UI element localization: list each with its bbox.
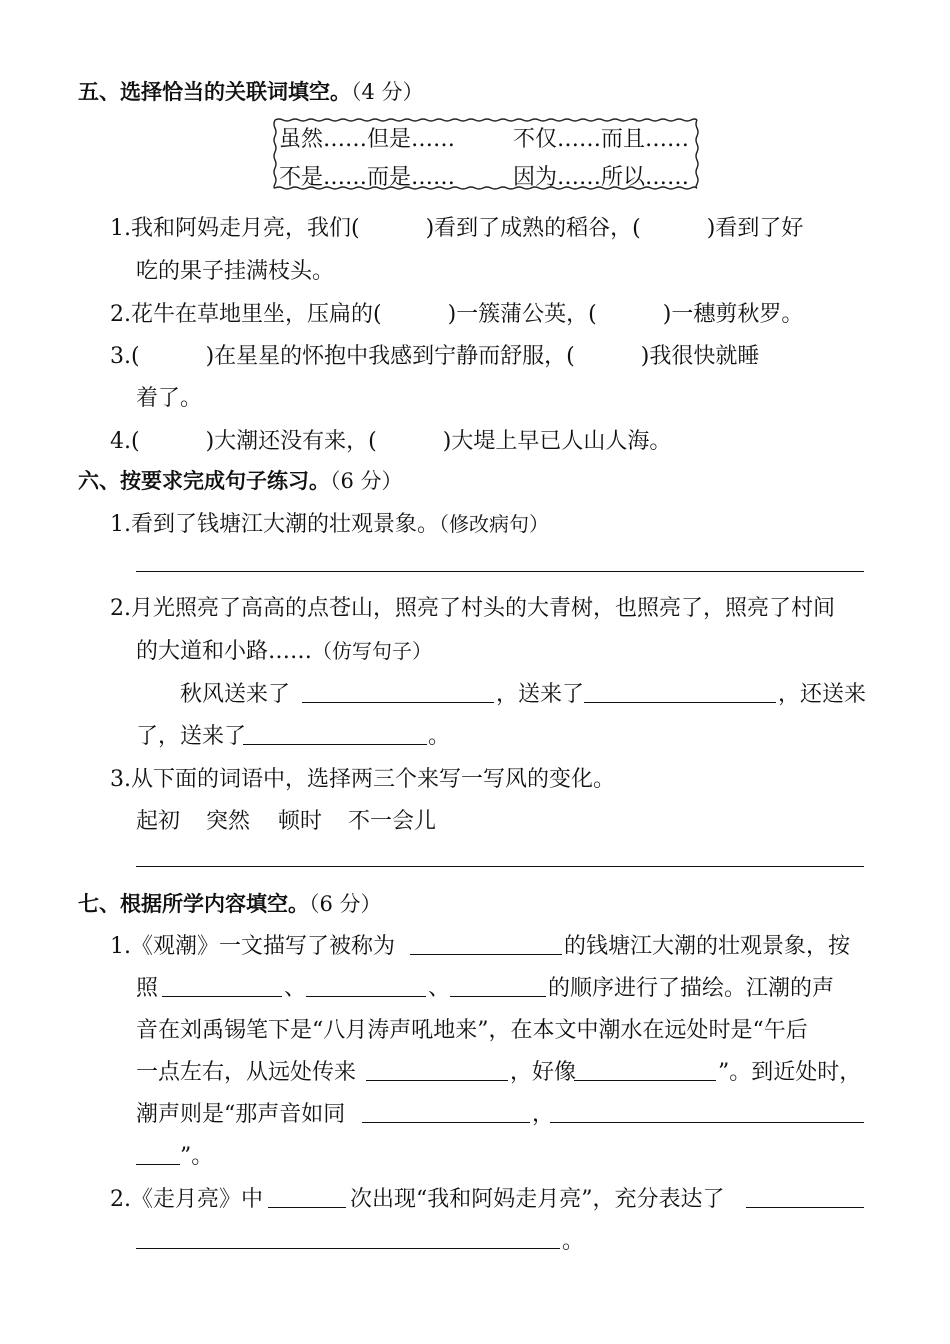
text: 2.花牛在草地里坐，压扁的( (110, 302, 382, 327)
q5-3-line2: 着了。 (136, 386, 203, 411)
q7-1-text: 一点左右，从远处传来 (136, 1060, 357, 1085)
text: )在星星的怀抱中我感到宁静而舒服，( (205, 344, 575, 369)
text: 1.看到了钱塘江大潮的壮观景象。 (110, 512, 439, 537)
q6-2-text: ，送来了 (496, 682, 585, 707)
q7-2-text: 次出现“我和阿妈走月亮”，充分表达了 (350, 1187, 725, 1212)
text: )看到了好 (706, 216, 804, 241)
answer-blank[interactable] (746, 1207, 864, 1208)
section-6-points: （6 分） (330, 469, 403, 493)
answer-blank[interactable] (410, 954, 562, 955)
word-option: 不一会儿 (348, 809, 437, 834)
q7-1-text: 照 (136, 976, 159, 1001)
text: （修改病句） (439, 512, 549, 536)
section-5-heading (78, 76, 424, 106)
q7-1-text: 的钱塘江大潮的壮观景象，按 (564, 934, 851, 959)
answer-blank[interactable] (136, 1164, 180, 1165)
section-7-points: （6 分） (309, 892, 382, 916)
text: )一穗剪秋罗。 (662, 302, 804, 327)
answer-blank[interactable] (450, 996, 546, 997)
q6-2-text: ，还送来 (778, 682, 867, 707)
text: （仿写句子） (312, 639, 433, 663)
q7-1-text: ， (532, 1102, 555, 1127)
text: )大潮还没有来，( (205, 429, 377, 454)
text: 的大道和小路…… (136, 639, 313, 664)
answer-blank[interactable] (268, 1207, 346, 1208)
box-word-3: 不是……而是…… (279, 165, 456, 190)
q6-2-text: 秋风送来了 (180, 682, 291, 707)
section-6-heading (78, 465, 403, 495)
answer-blank[interactable] (584, 702, 776, 703)
answer-blank[interactable] (550, 1122, 864, 1123)
q5-4 (110, 424, 671, 455)
box-word-2: 不仅……而且…… (513, 127, 690, 152)
section-5-title: 五、选择恰当的关联词填空。 (78, 80, 351, 104)
q5-1-line2: 吃的果子挂满枝头。 (136, 259, 335, 284)
word-option: 起初 (136, 809, 181, 834)
q6-1 (110, 507, 549, 538)
answer-blank[interactable] (162, 996, 282, 997)
word-option: 顿时 (278, 809, 323, 834)
box-word-4: 因为……所以…… (513, 165, 690, 190)
q7-1-text: 音在刘禹锡笔下是“八月涛声吼地来”，在本文中潮水在远处时是“午后 (136, 1018, 808, 1043)
answer-blank[interactable] (243, 744, 427, 745)
word-option: 突然 (206, 809, 251, 834)
text: )我很快就睡 (640, 344, 760, 369)
text: )看到了成熟的稻谷，( (425, 216, 641, 241)
text: 3.( (110, 344, 140, 369)
q7-1-text: 1.《观潮》一文描写了被称为 (110, 934, 395, 959)
q7-2-text: 2.《走月亮》中 (110, 1187, 263, 1212)
q7-1-text: ，好像 (510, 1060, 577, 1085)
q7-1-text: 潮声则是“那声音如同 (136, 1102, 346, 1127)
q6-2-text: 。 (428, 724, 451, 749)
q7-2-text: 。 (562, 1229, 585, 1254)
q6-3: 3.从下面的词语中，选择两三个来写一写风的变化。 (110, 767, 615, 792)
answer-blank[interactable] (302, 702, 494, 703)
answer-line-6-1[interactable] (136, 571, 864, 572)
answer-blank[interactable] (366, 1080, 508, 1081)
q7-1-text: 、 (428, 976, 451, 1001)
text: 1.我和阿妈走月亮，我们( (110, 216, 360, 241)
q7-1-text: ”。 (180, 1144, 214, 1169)
q7-1-text: 的顺序进行了描绘。江潮的声 (548, 976, 835, 1001)
answer-line-6-3[interactable] (136, 866, 864, 867)
q6-2-line2 (136, 634, 432, 665)
text: 4.( (110, 429, 140, 454)
section-7-title: 七、根据所学内容填空。 (78, 892, 309, 916)
answer-blank[interactable] (362, 1122, 530, 1123)
box-word-1: 虽然……但是…… (279, 127, 456, 152)
q6-2-line1: 2.月光照亮了高高的点苍山，照亮了村头的大青树，也照亮了，照亮了村间 (110, 596, 835, 621)
text: )大堤上早已人山人海。 (442, 429, 672, 454)
text: )一簇蒲公英，( (447, 302, 597, 327)
q7-1-text: ”。到近处时， (718, 1060, 862, 1085)
answer-blank[interactable] (136, 1248, 560, 1249)
answer-blank[interactable] (574, 1080, 716, 1081)
section-5-points: （4 分） (351, 80, 424, 104)
conjunction-word-box (273, 118, 699, 190)
q5-1-line1 (110, 211, 803, 242)
q5-2 (110, 297, 803, 328)
section-6-title: 六、按要求完成句子练习。 (78, 469, 330, 493)
q5-3-line1 (110, 339, 759, 370)
answer-blank[interactable] (306, 996, 426, 997)
section-7-heading (78, 888, 382, 918)
q6-2-text: 了，送来了 (136, 724, 247, 749)
q7-1-text: 、 (284, 976, 307, 1001)
